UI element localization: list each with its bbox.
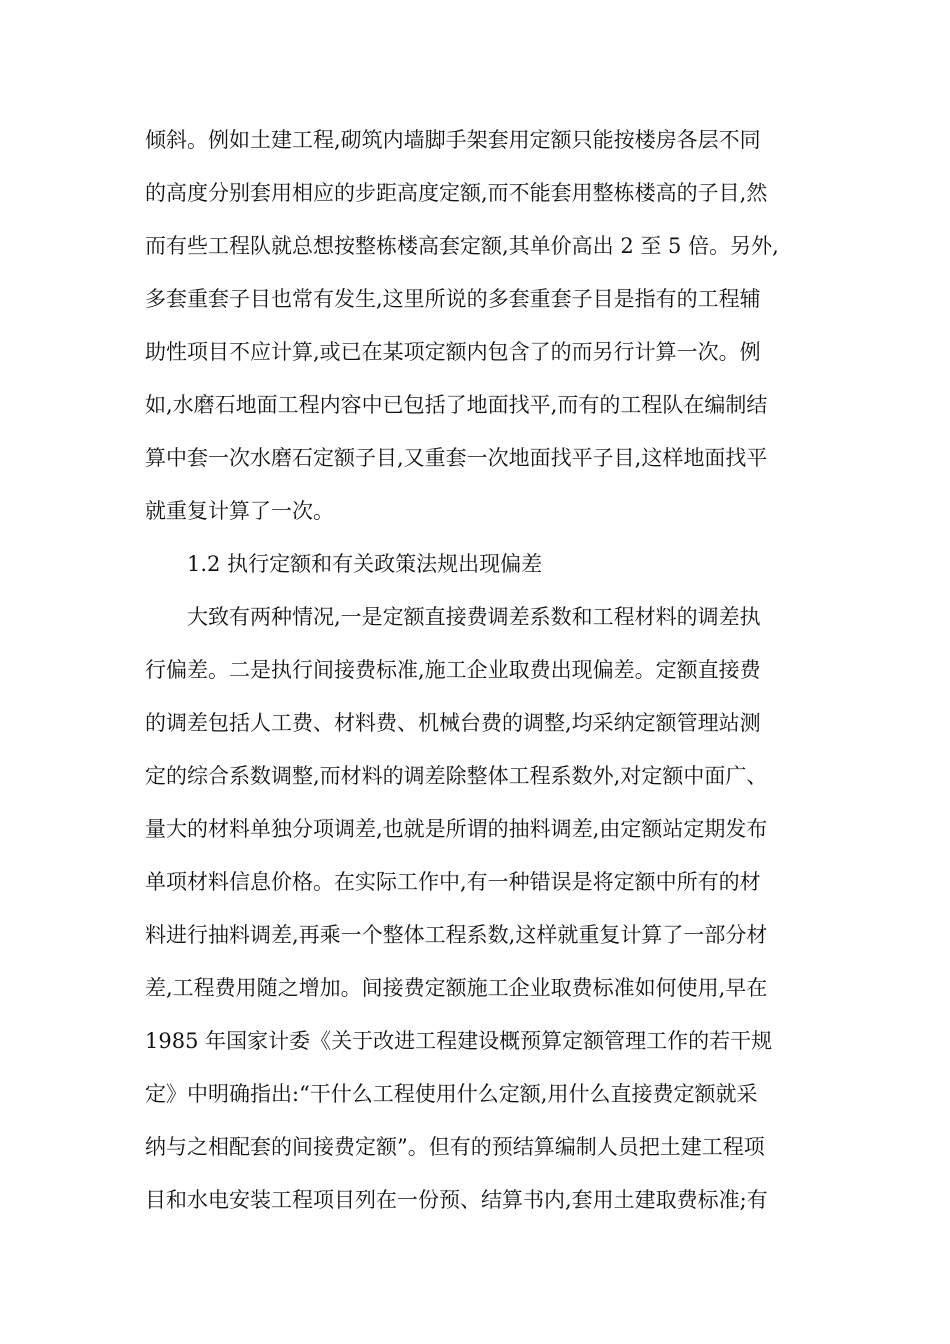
text-line: 量大的材料单独分项调差,也就是所谓的抽料调差,由定额站定期发布	[145, 817, 768, 841]
text-line: 大致有两种情况,一是定额直接费调差系数和工程材料的调差执	[187, 605, 761, 629]
text-line: 1985 年国家计委《关于改进工程建设概预算定额管理工作的若干规	[145, 1029, 773, 1053]
text-line: 的调差包括人工费、材料费、机械台费的调整,均采纳定额管理站测	[145, 711, 761, 735]
text-line: 行偏差。二是执行间接费标准,施工企业取费出现偏差。定额直接费	[145, 658, 761, 682]
body-text	[145, 114, 805, 1227]
text-line: 多套重套子目也常有发生,这里所说的多套重套子目是指有的工程辅	[145, 287, 761, 311]
text-line: 算中套一次水磨石定额子目,又重套一次地面找平子目,这样地面找平	[145, 446, 768, 470]
text-line: 单项材料信息价格。在实际工作中,有一种错误是将定额中所有的材	[145, 870, 761, 894]
text-line: 定》中明确指出:“干什么工程使用什么定额,用什么直接费定额就采	[145, 1082, 758, 1106]
text-line: 料进行抽料调差,再乘一个整体工程系数,这样就重复计算了一部分材	[145, 923, 768, 947]
section-heading: 1.2 执行定额和有关政策法规出现偏差	[187, 552, 543, 576]
text-line: 纳与之相配套的间接费定额”。但有的预结算编制人员把土建工程项	[145, 1135, 765, 1159]
text-line: 如,水磨石地面工程内容中已包括了地面找平,而有的工程队在编制结	[145, 393, 768, 417]
text-line: 定的综合系数调整,而材料的调差除整体工程系数外,对定额中面广、	[145, 764, 768, 788]
text-line: 就重复计算了一次。	[145, 499, 334, 523]
text-line: 的高度分别套用相应的步距高度定额,而不能套用整栋楼高的子目,然	[145, 181, 768, 205]
text-line: 而有些工程队就总想按整栋楼高套定额,其单价高出 2 至 5 倍。另外,	[145, 234, 779, 258]
text-line: 倾斜。例如土建工程,砌筑内墙脚手架套用定额只能按楼房各层不同	[145, 128, 761, 152]
text-line: 目和水电安装工程项目列在一份预、结算书内,套用土建取费标准;有	[145, 1188, 768, 1212]
text-line: 助性项目不应计算,或已在某项定额内包含了的而另行计算一次。例	[145, 340, 761, 364]
text-line: 差,工程费用随之增加。间接费定额施工企业取费标准如何使用,早在	[145, 976, 768, 1000]
